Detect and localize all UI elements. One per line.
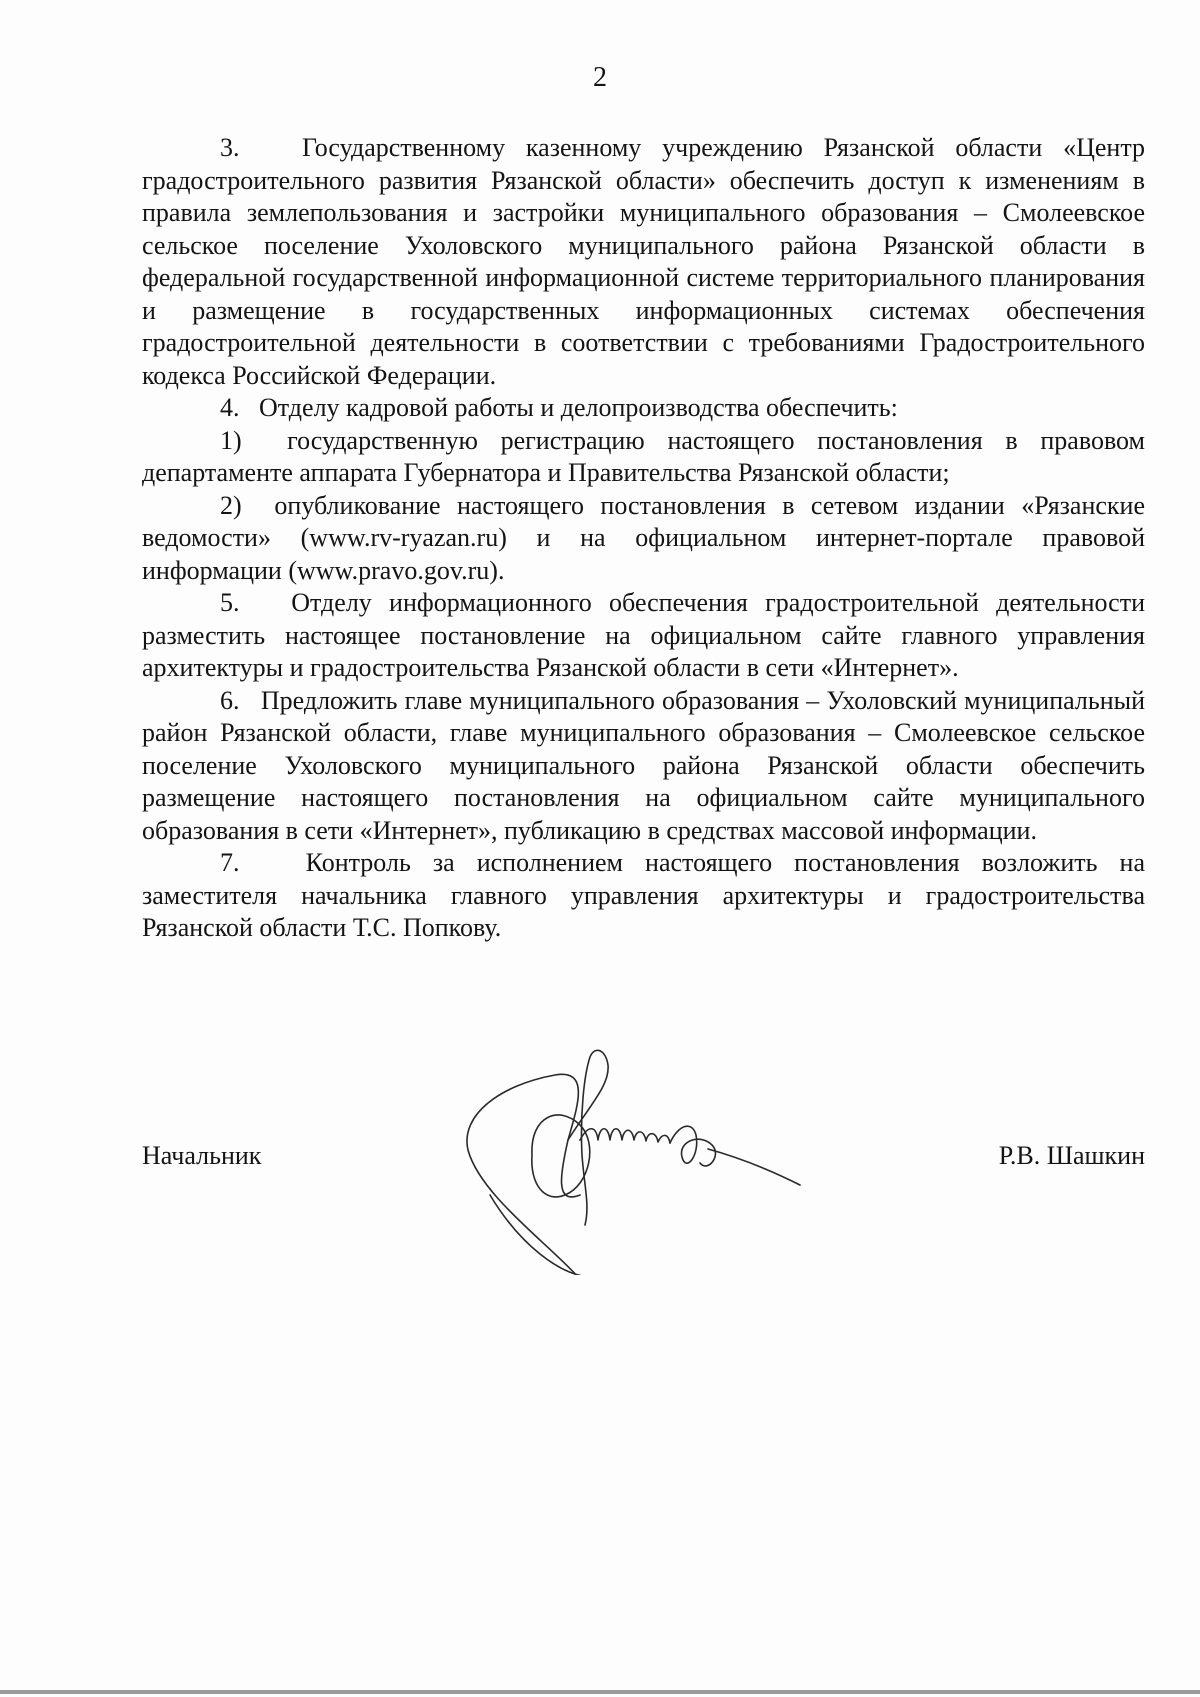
page-number: 2 bbox=[593, 62, 607, 93]
scan-bottom-edge bbox=[0, 1690, 1200, 1694]
paragraph-7: 7. Контроль за исполнением настоящего постановления возложить на заместителя начальника главного управления архитектуры и градостроительства Рязанской области Т.С. Попкову. bbox=[142, 848, 1145, 942]
paragraph-4-item-2: 2) опубликование настоящего постановления в сетевом издании «Рязанские ведомости» (www.rv-ryazan.ru) и на официальном интернет-портале правовой информации (www.pravo.gov.ru). bbox=[142, 490, 1145, 585]
paragraph-5: 5. Отделу информационного обеспечения градостроительной деятельности разместить настоящее постановление на официальном сайте главного управления архитектуры и градостроительства Рязанской области в сети «Интернет». bbox=[142, 588, 1145, 682]
paragraph-4-item-1: 1) государственную регистрацию настоящего постановления в правовом департаменте аппарата Губернатора и Правительства Рязанской области; bbox=[142, 425, 1145, 487]
paragraph-6: 6. Предложить главе муниципального образования – Ухоловский муниципальный район Рязанской области, главе муниципального образования – Смолеевское сельское поселение Ухоловского муниципального района Рязанской области обеспечить размещение настоящего постановления на официальном сайте муниципального образования в сети «Интернет», публикацию в средствах массовой информации. bbox=[142, 685, 1145, 845]
signatory-name: Р.В. Шашкин bbox=[998, 1141, 1145, 1170]
paragraph-3: 3. Государственному казенному учреждению Рязанской области «Центр градостроительного развития Рязанской области» обеспечить доступ к изменениям в правила землепользования и застройки муниципального образования – Смолеевское сельское поселение Ухоловского муниципального района Рязанской области в федеральной государственной информационной системе территориального планирования и размещение в государственных информационных системах обеспечения градостроительной деятельности в соответствии с требованиями Градостроительного кодекса Российской Федерации. bbox=[142, 133, 1145, 390]
document-body bbox=[142, 132, 1145, 945]
signature-block bbox=[142, 1140, 1145, 1180]
signatory-title: Начальник bbox=[142, 1141, 262, 1170]
paragraph-4: 4. Отделу кадровой работы и делопроизводства обеспечить: bbox=[220, 393, 898, 422]
